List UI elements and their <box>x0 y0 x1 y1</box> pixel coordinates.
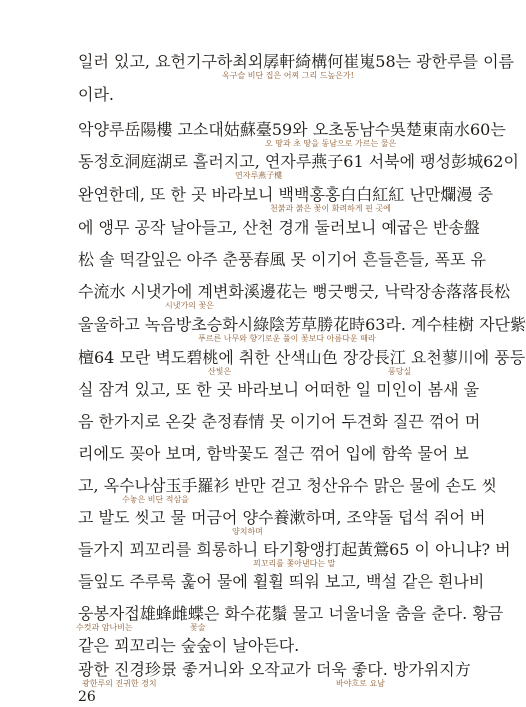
text-line-6: 에 앵무 공작 날아들고, 산천 경개 둘러보니 예굽은 반송盤 <box>78 218 480 237</box>
text-line-7: 松 솔 떡갈잎은 아주 춘풍春風 못 이기어 흔들흔들, 폭포 유 <box>78 250 486 269</box>
gloss-13: 꽃술 <box>190 623 206 632</box>
text-line-19: 같은 꾀꼬리는 숲숲이 날아든다. <box>78 636 300 655</box>
page-number: 26 <box>78 689 96 705</box>
gloss-6: 푸르른 나무와 향기로운 풀이 꽃보다 아름다운 때라 <box>198 334 376 343</box>
text-line-14: 고, 옥수나삼玉手羅衫 반만 걷고 청산유수 맑은 물에 손도 씻 <box>78 476 497 495</box>
gloss-11: 꾀꼬리를 쫓아낸다는 말 <box>253 559 336 568</box>
text-line-20: 광한 진경珍景 좋거니와 오작교가 더욱 좋다. 방가위지方 <box>78 660 471 679</box>
text-line-16: 들가지 꾀꼬리를 희롱하니 타기황앵打起黃鶯65 이 아니냐? 버 <box>78 540 511 559</box>
text-line-3: 악양루岳陽樓 고소대姑蘇臺59와 오초동남수吳楚東南水60는 <box>78 120 506 139</box>
text-line-10: 檀64 모란 벽도碧桃에 취한 산색山色 장강長江 요천蓼川에 풍등 <box>78 348 526 367</box>
gloss-12: 수컷과 암나비는 <box>76 623 133 632</box>
gloss-4: 천붉과 붉은 꽃이 화려하게 핀 곳에 <box>270 204 391 213</box>
text-line-12: 음 한가지로 온갖 춘정春情 못 이기어 두견화 질끈 꺾어 머 <box>78 412 481 431</box>
gloss-10: 양치하며 <box>232 527 263 536</box>
text-line-13: 리에도 꽂아 보며, 함박꽃도 절근 꺾어 입에 함쑥 물어 보 <box>78 444 469 463</box>
gloss-7: 산빛은 <box>208 367 232 376</box>
text-line-15: 고 발도 씻고 물 머금어 양수養漱하며, 조약돌 덥석 쥐어 버 <box>78 508 486 527</box>
text-line-11: 실 잠겨 있고, 또 한 곳 바라보니 어떠한 일 미인이 봄새 울 <box>78 380 480 399</box>
text-line-18: 웅봉자접雄蜂雌蝶은 화수花鬚 물고 너울너울 춤을 춘다. 황금 <box>78 604 504 623</box>
gloss-8: 풍당실 <box>388 367 412 376</box>
text-line-17: 들잎도 주루룩 훑어 물에 휠휠 띄워 보고, 백설 같은 흰나비 <box>78 572 485 591</box>
gloss-5: 시냇가의 꽃은 <box>165 301 214 310</box>
text-line-4: 동정호洞庭湖로 흘러지고, 연자루燕子61 서북에 팽성彭城62이 <box>78 152 519 171</box>
gloss-9: 수놓은 비단 적삼을 <box>122 495 189 504</box>
gloss-2: 오 땅과 초 땅을 동남으로 가르는 물은 <box>265 139 397 148</box>
text-line-8: 수流水 시냇가에 계변화溪邊花는 뻥긋뻥긋, 낙락장송落落長松 <box>78 282 511 301</box>
text-line-5: 완연한데, 또 한 곳 바라보니 백백홍홍白白紅紅 난만爛漫 중 <box>78 185 493 204</box>
text-line-9: 울울하고 녹음방초승화시綠陰芳草勝花時63라. 계수桂樹 자단紫 <box>78 315 526 334</box>
gloss-3: 연자루燕子樓 <box>235 171 283 180</box>
text-line-2: 이라. <box>78 85 114 104</box>
text-line-1: 일러 있고, 요헌기구하최외孱軒綺構何崔嵬58는 광한루를 이름 <box>78 52 514 71</box>
gloss-15: 바야흐로 요남 <box>336 679 385 688</box>
gloss-14: 광한루의 진귀한 경치 <box>82 679 157 688</box>
gloss-1: 옥구슬 비단 집은 어찌 그리 드높은가! <box>222 71 354 80</box>
